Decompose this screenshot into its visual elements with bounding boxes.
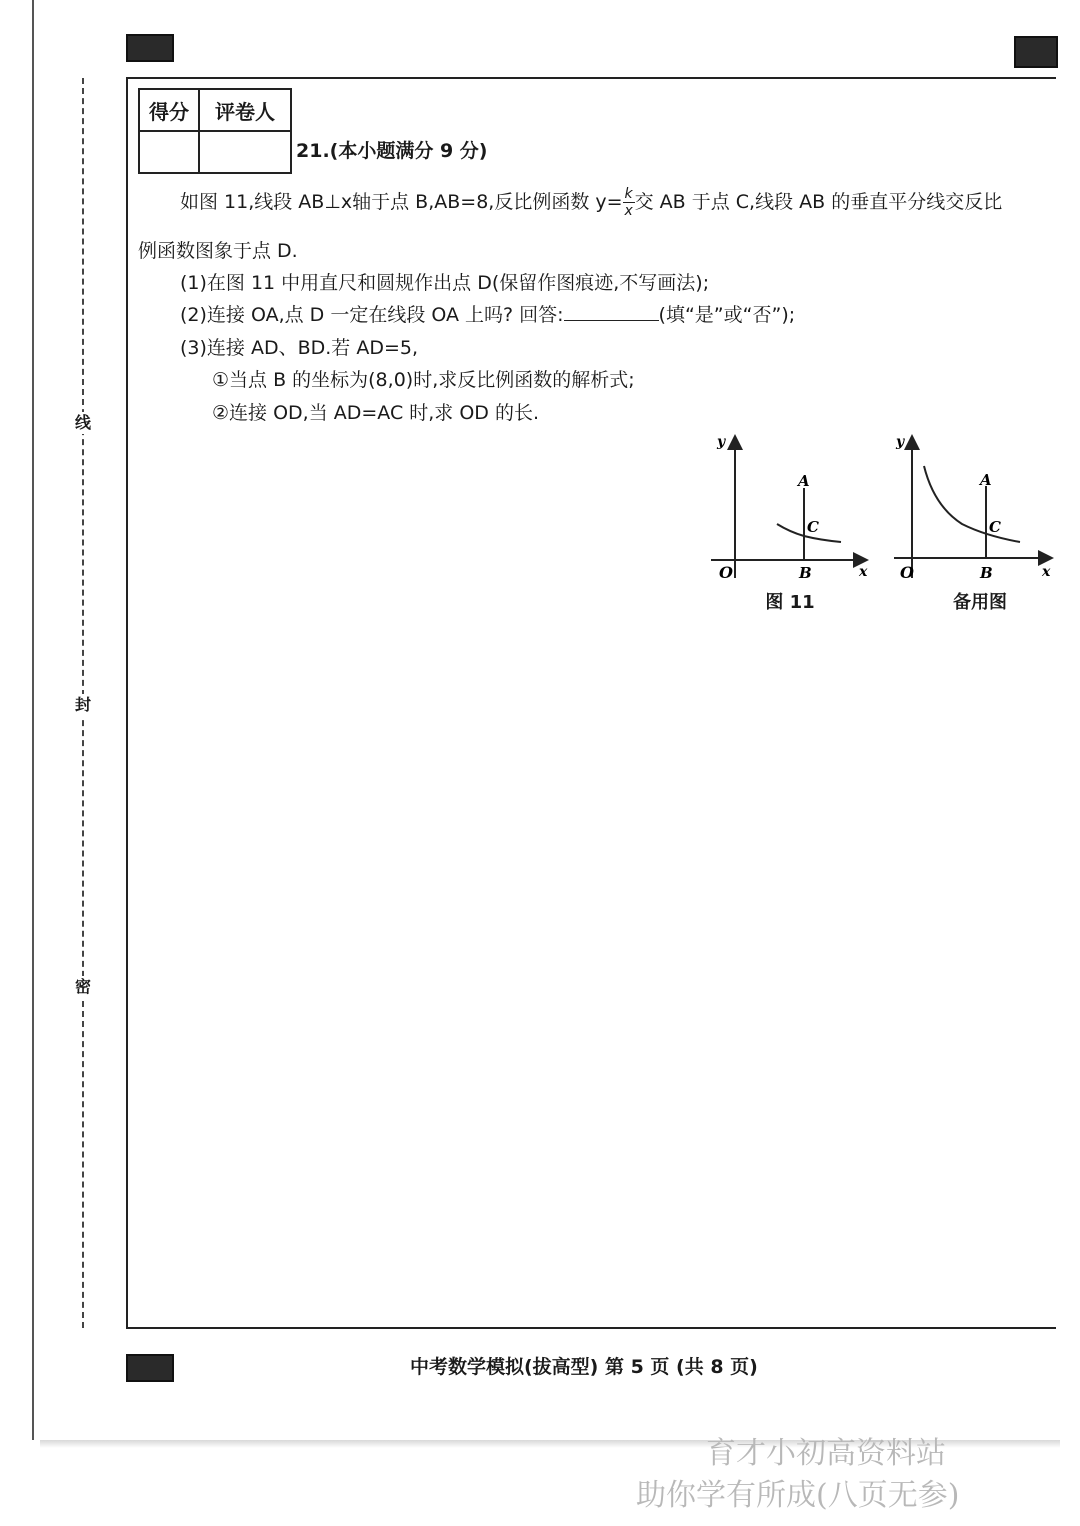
- x-axis-label: x: [1042, 564, 1051, 580]
- binding-char-feng: 封: [72, 694, 94, 716]
- point-c-label: C: [807, 518, 819, 536]
- score-header: 得分: [139, 89, 199, 131]
- sub-question-2: [180, 300, 795, 327]
- intro-text-part2: 交 AB 于点 C,线段 AB 的垂直平分线交反比: [634, 191, 1003, 213]
- backup-figure-caption: 备用图: [953, 592, 1007, 613]
- registration-marker-bottom-left: [126, 1354, 174, 1382]
- x-axis-label: x: [859, 564, 868, 580]
- watermark-line2: 助你学有所成(八页无参): [636, 1478, 960, 1513]
- point-b-label: B: [980, 564, 993, 582]
- intro-text-part1: 如图 11,线段 AB⊥x轴于点 B,AB=8,反比例函数 y=: [180, 191, 623, 213]
- origin-label: O: [719, 563, 733, 582]
- answer-blank[interactable]: [564, 302, 659, 321]
- sub-question-3-1: ①当点 B 的坐标为(8,0)时,求反比例函数的解析式;: [212, 369, 635, 391]
- watermark-line1: 育才小初高资料站: [706, 1436, 946, 1471]
- point-a-label: A: [980, 471, 992, 489]
- score-cell[interactable]: [139, 131, 199, 173]
- point-a-label: A: [798, 472, 810, 490]
- y-axis-label: y: [717, 434, 726, 450]
- figure-11: [705, 428, 875, 588]
- answer-frame-bottom: [126, 1327, 1056, 1329]
- sub-question-1: (1)在图 11 中用直尺和圆规作出点 D(保留作图痕迹,不写画法);: [180, 272, 710, 294]
- binding-char-mi: 密: [72, 976, 94, 998]
- fraction-denominator: x: [624, 203, 633, 219]
- score-table: [138, 88, 292, 174]
- figure-11-caption: 图 11: [765, 592, 815, 613]
- grader-header: 评卷人: [199, 89, 291, 131]
- registration-marker-top-right: [1014, 36, 1058, 68]
- grader-cell[interactable]: [199, 131, 291, 173]
- sub-question-3-2: ②连接 OD,当 AD=AC 时,求 OD 的长.: [212, 402, 539, 424]
- question-title: 21.(本小题满分 9 分): [296, 140, 488, 162]
- origin-label: O: [900, 563, 914, 582]
- fraction-k-over-x: [623, 186, 635, 219]
- point-b-label: B: [799, 564, 812, 582]
- backup-figure: [888, 428, 1058, 588]
- y-axis-label: y: [896, 434, 905, 450]
- answer-frame-top: [126, 77, 1056, 79]
- question-intro-line2: 例函数图象于点 D.: [138, 240, 298, 262]
- page-left-border: [32, 0, 34, 1440]
- sub2-text-after: (填“是”或“否”);: [658, 304, 796, 326]
- sub-question-3: (3)连接 AD、BD.若 AD=5,: [180, 337, 419, 359]
- sub2-text-before: (2)连接 OA,点 D 一定在线段 OA 上吗? 回答:: [180, 304, 564, 326]
- binding-char-xian: 线: [72, 412, 94, 434]
- hyperbola-curve: [924, 466, 1020, 542]
- fraction-numerator: k: [624, 186, 633, 202]
- point-c-label: C: [989, 518, 1001, 536]
- question-intro-line1: [180, 186, 1002, 219]
- answer-frame-left: [126, 77, 128, 1329]
- registration-marker-top-left: [126, 34, 174, 62]
- page-footer: 中考数学模拟(拔高型) 第 5 页 (共 8 页): [410, 1356, 758, 1378]
